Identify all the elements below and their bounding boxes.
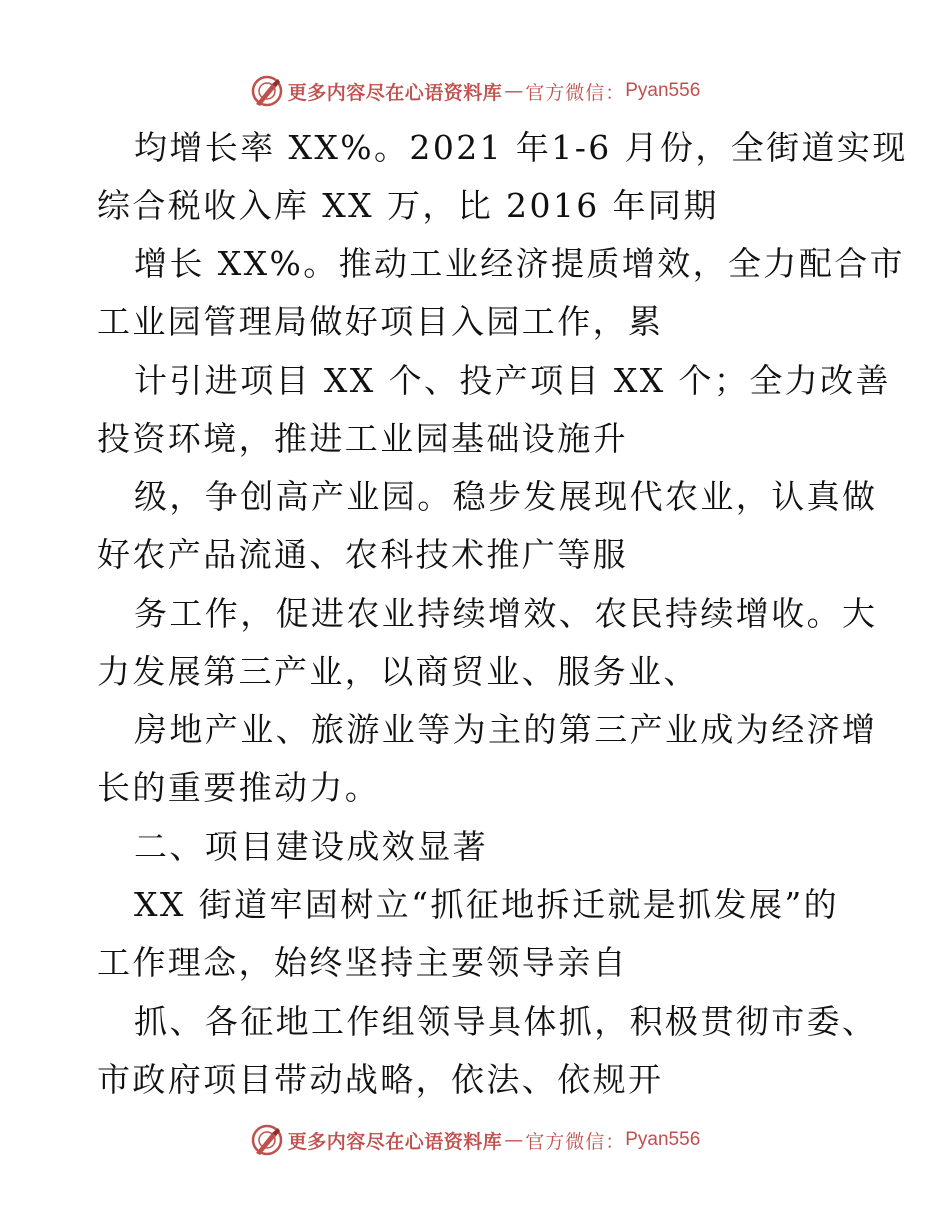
banner-dash: — (504, 80, 524, 102)
footer-watermark-banner (0, 1120, 950, 1160)
header-watermark-banner (0, 71, 950, 111)
text-line: 级，争创高产业园。稳步发展现代农业，认真做 (134, 477, 878, 516)
banner-wechat-account: Pyan556 (625, 80, 701, 101)
text-line: 抓、各征地工作组领导具体抓，积极贯彻市委、 (134, 1002, 878, 1041)
text-line: 长的重要推动力。 (97, 768, 381, 807)
text-line: 均增长率 XX%。2021 年1-6 月份，全街道实现 (134, 128, 908, 167)
text-line: 综合税收入库 XX 万，比 2016 年同期 (97, 186, 719, 225)
banner-text: 更多内容尽在心语资料库 (287, 81, 503, 104)
banner-wechat-account: Pyan556 (625, 1129, 701, 1150)
text-line: 工作理念，始终坚持主要领导亲自 (97, 943, 628, 982)
text-line: 力发展第三产业，以商贸业、服务业、 (97, 652, 699, 691)
text-line: 投资环境，推进工业园基础设施升 (97, 419, 628, 458)
pen-logo-icon (250, 74, 284, 108)
banner-wechat-label: 官方微信： (525, 81, 626, 104)
text-line: 房地产业、旅游业等为主的第三产业成为经济增 (134, 710, 878, 749)
text-line: 市政府项目带动战略，依法、依规开 (97, 1060, 664, 1099)
text-line: 好农产品流通、农科技术推广等服 (97, 535, 628, 574)
text-line: 计引进项目 XX 个、投产项目 XX 个；全力改善 (134, 361, 891, 400)
banner-wechat-label: 官方微信： (525, 1130, 626, 1153)
pen-logo-icon (250, 1123, 284, 1157)
text-line: 增长 XX%。推动工业经济提质增效，全力配合市 (134, 244, 906, 283)
text-line: 工业园管理局做好项目入园工作，累 (97, 302, 664, 341)
text-line: XX 街道牢固树立“抓征地拆迁就是抓发展”的 (134, 885, 840, 924)
banner-dash: — (504, 1129, 524, 1151)
banner-text: 更多内容尽在心语资料库 (287, 1130, 503, 1153)
section-heading: 二、项目建设成效显著 (134, 827, 488, 866)
text-line: 务工作，促进农业持续增效、农民持续增收。大 (134, 594, 878, 633)
